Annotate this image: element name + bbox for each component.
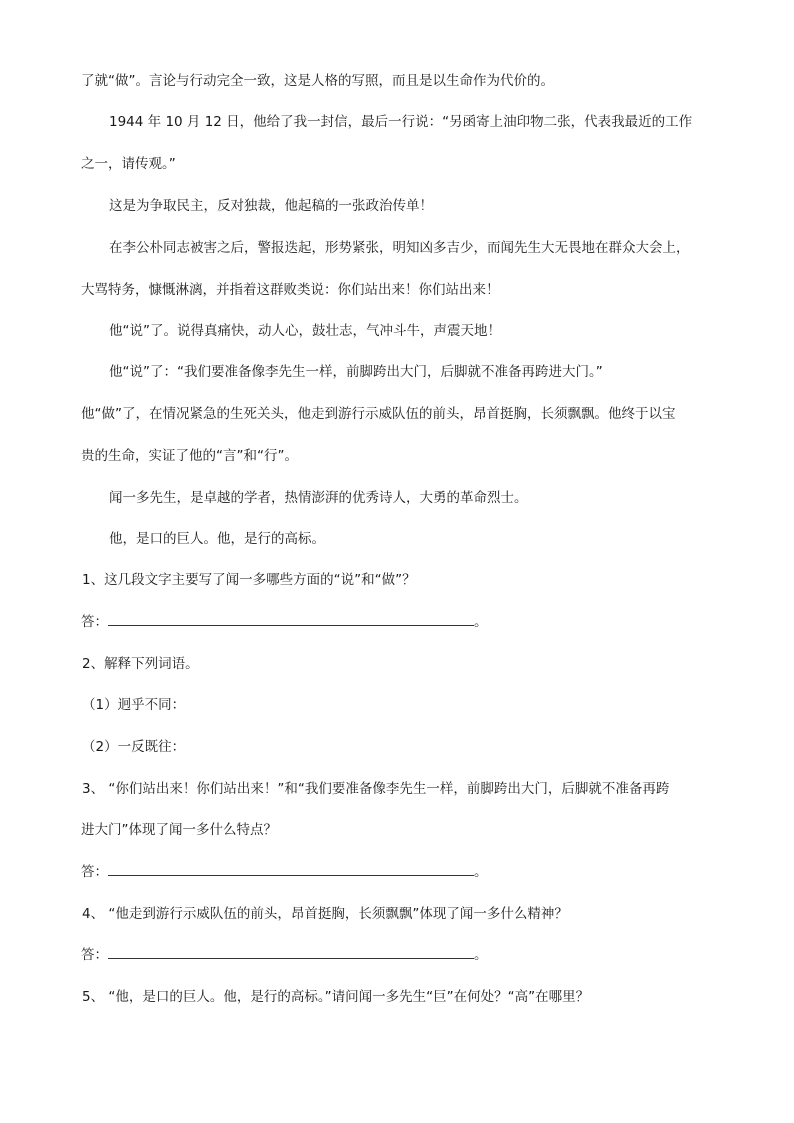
answer-line-4 — [81, 945, 488, 965]
answer-period: 。 — [474, 614, 488, 630]
paragraph-line: 他“做”了，在情况紧急的生死关头，他走到游行示威队伍的前头，昂首挺胸，长须飘飘。他终于以宝 — [81, 406, 676, 422]
paragraph-line: 大骂特务，慷慨淋漓，并指着这群败类说：你们站出来！你们站出来！ — [81, 282, 500, 298]
answer-blank[interactable] — [108, 612, 474, 626]
question-3-cont: 进大门”体现了闻一多什么特点？ — [81, 822, 277, 838]
paragraph-line: 闻一多先生，是卓越的学者，热情澎湃的优秀诗人，大勇的革命烈士。 — [109, 490, 528, 506]
paragraph-line: 他“说”了。说得真痛快，动人心，鼓壮志，气冲斗牛，声震天地！ — [109, 323, 501, 339]
question-4: 4、 “他走到游行示威队伍的前头，昂首挺胸，长须飘飘”体现了闻一多什么精神？ — [82, 906, 568, 922]
answer-line-3 — [81, 862, 488, 882]
paragraph-line: 这是为争取民主，反对独裁，他起稿的一张政治传单！ — [109, 198, 433, 214]
paragraph-line: 贵的生命，实证了他的“言”和“行”。 — [81, 448, 298, 464]
answer-period: 。 — [474, 947, 488, 963]
answer-label: 答： — [81, 947, 108, 963]
answer-blank[interactable] — [108, 945, 474, 959]
question-2: 2、解释下列词语。 — [82, 656, 199, 672]
paragraph-line: 之一，请传观。” — [81, 156, 176, 172]
answer-period: 。 — [474, 864, 488, 880]
paragraph-line: 在李公朴同志被害之后，警报迭起，形势紧张，明知凶多吉少，而闻先生大无畏地在群众大会上， — [109, 240, 690, 256]
question-2-item-1: （1）迥乎不同： — [82, 697, 186, 713]
paragraph-line: 1944 年 10 月 12 日，他给了我一封信，最后一行说：“另函寄上油印物二张，代表我最近的工作 — [109, 114, 693, 130]
question-3: 3、 “你们站出来！你们站出来！”和“我们要准备像李先生一样，前脚跨出大门，后脚就不准备再跨 — [82, 781, 670, 797]
question-2-item-2: （2）一反既往： — [82, 739, 186, 755]
question-1: 1、这几段文字主要写了闻一多哪些方面的“说”和“做”？ — [82, 572, 416, 588]
paragraph-line: 他“说”了：“我们要准备像李先生一样，前脚跨出大门，后脚就不准备再跨进大门。” — [109, 364, 603, 380]
paragraph-line: 他，是口的巨人。他，是行的高标。 — [109, 531, 325, 547]
answer-line-1 — [81, 612, 488, 632]
question-5: 5、 “他，是口的巨人。他，是行的高标。”请问闻一多先生“巨”在何处？“高”在哪里？ — [82, 989, 590, 1005]
answer-blank[interactable] — [108, 862, 474, 876]
paragraph-line: 了就“做”。言论与行动完全一致，这是人格的写照，而且是以生命作为代价的。 — [81, 73, 554, 89]
answer-label: 答： — [81, 614, 108, 630]
answer-label: 答： — [81, 864, 108, 880]
